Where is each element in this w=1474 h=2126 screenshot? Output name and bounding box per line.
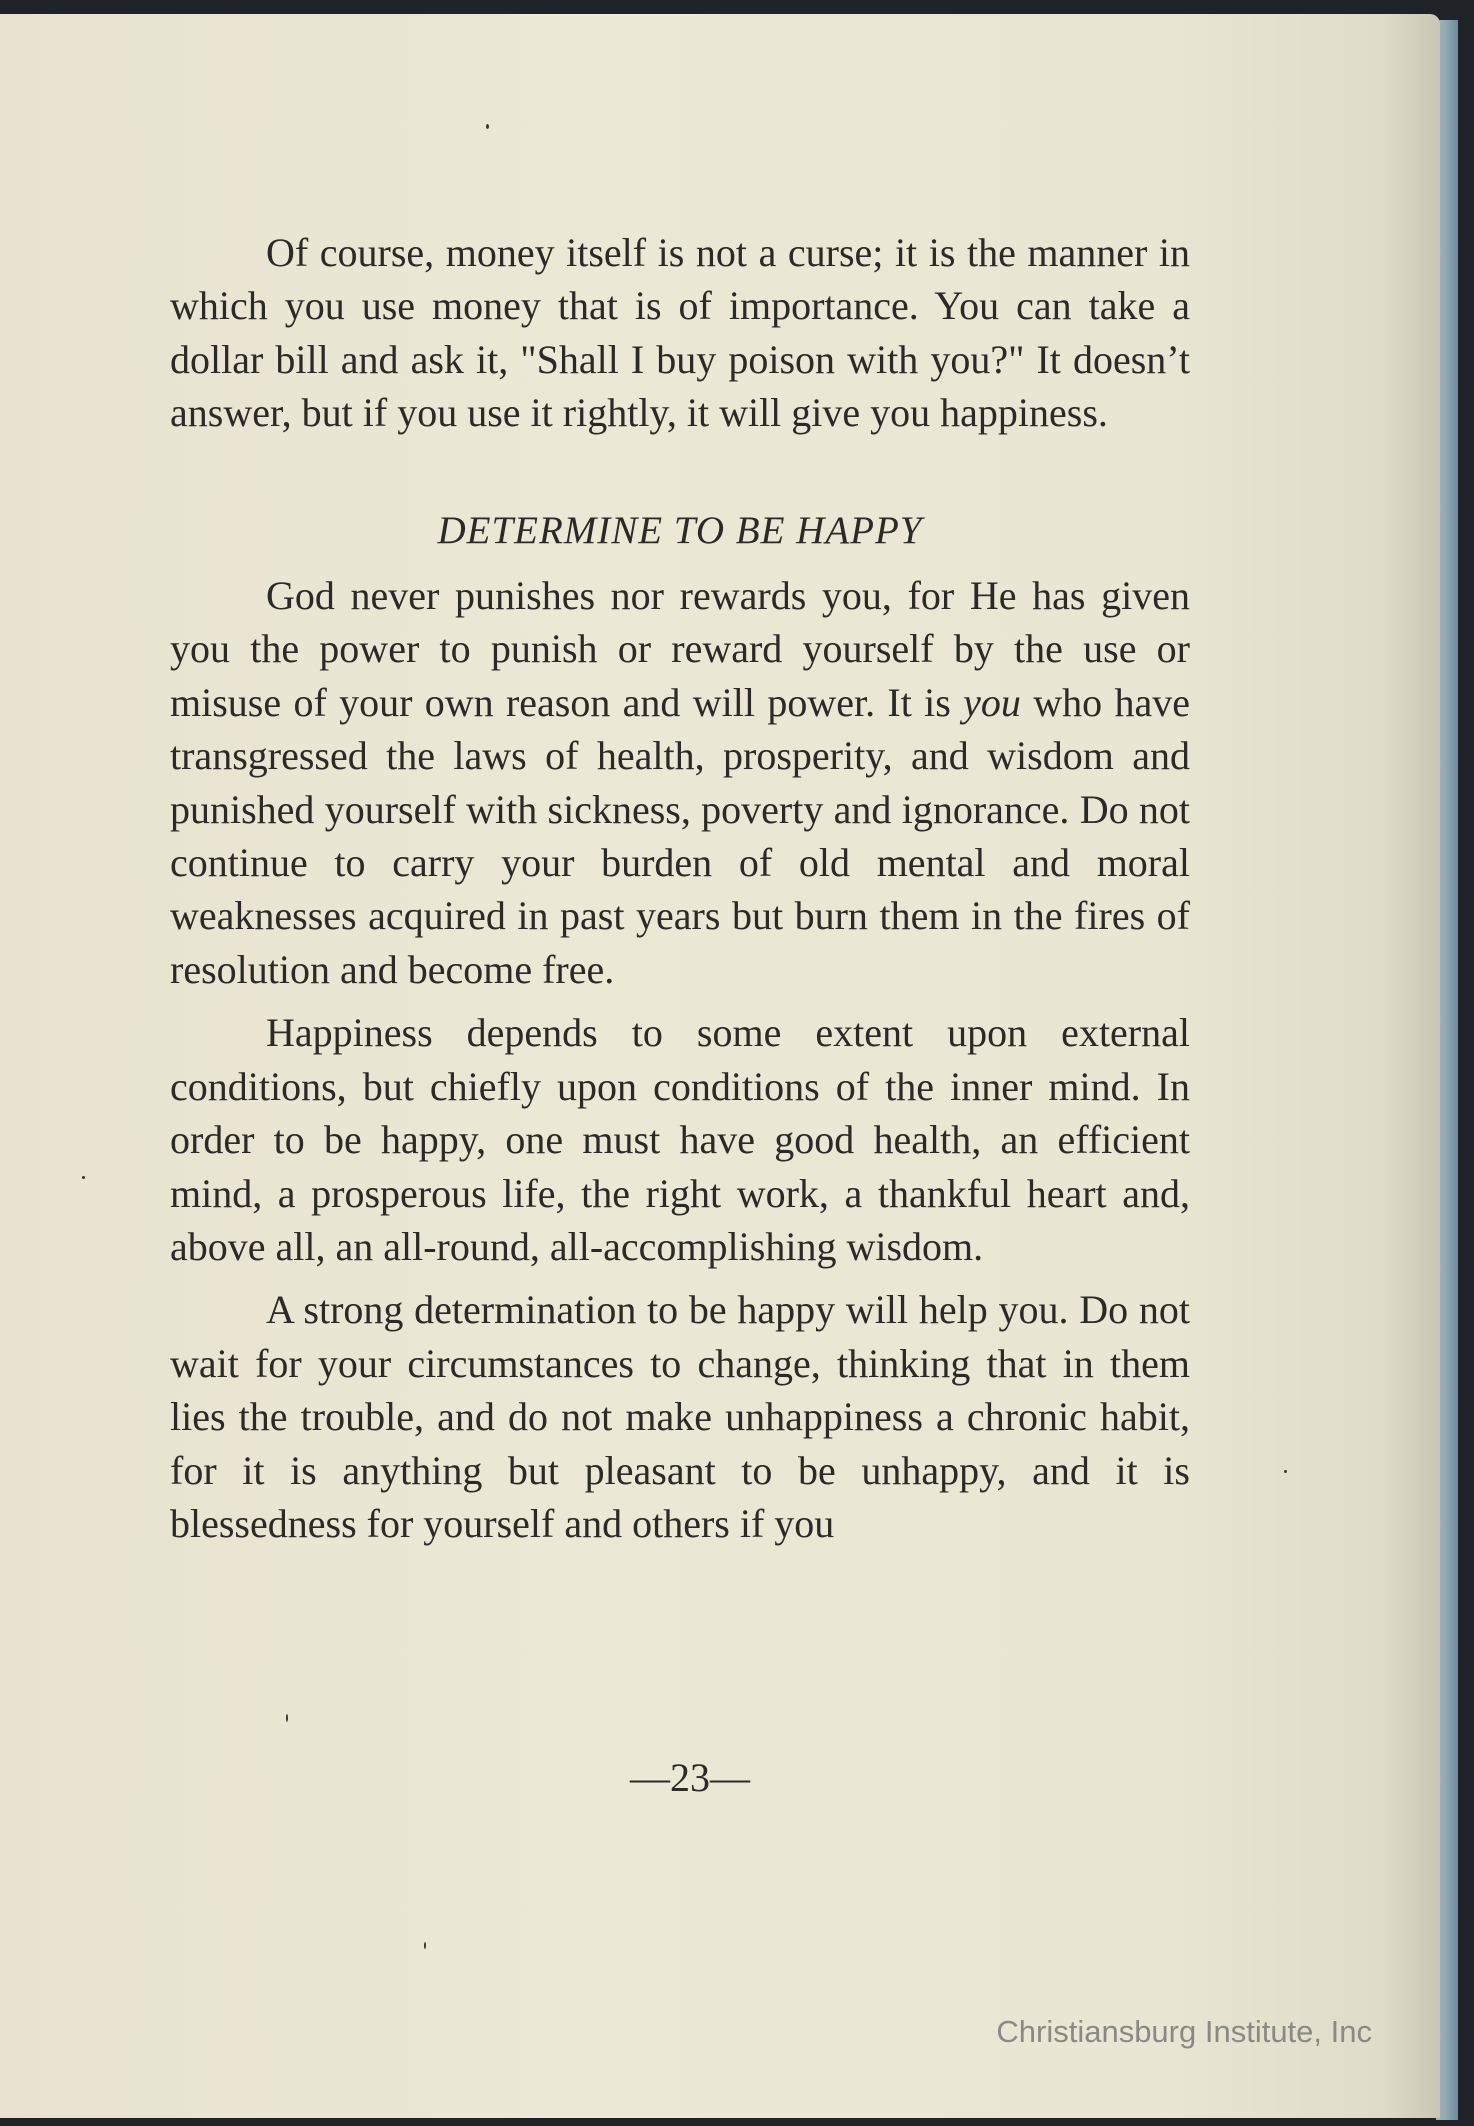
speck [286,1714,288,1722]
watermark: Christiansburg Institute, Inc [996,2014,1372,2049]
emphasis-text: you [963,679,1021,725]
section-heading: DETERMINE TO BE HAPPY [437,508,923,552]
speck [486,124,489,129]
paragraph-text: God never punishes nor rewards you, for He has given you the power to punish or reward yourself by the use or misuse of your own reason and will power. It is [170,573,1190,725]
paragraph-text: who have transgressed the laws of health, prosperity, and wisdom and punished yourself with sickness, poverty and ignorance. Do not continue to carry your burden of old mental and moral weaknesses acquired in past years but burn them in the fires of resolution and become free. [170,679,1190,992]
paragraph: Of course, money itself is not a curse; it is the manner in which you use money that is of importance. You can take a dollar bill and ask it, "Shall I buy poison with you?" It doesn’t answer, but if you use it rightly, it will give you happiness. [170,230,1190,436]
paragraph [170,569,1190,996]
paragraph: A strong determination to be happy will help you. Do not wait for your circumstances to change, thinking that in them lies the trouble, and do not make unhappiness a chronic habit, for it is anything but pleasant to be unhappy, and it is blessedness for yourself and others if you [170,1287,1190,1546]
speck [82,1176,85,1179]
paragraph: Happiness depends to some extent upon external conditions, but chiefly upon conditions of the inner mind. In order to be happy, one must have good health, an efficient mind, a prosperous life, the right work, a thankful heart and, above all, an all-round, all-accomplishing wisdom. [170,1010,1190,1269]
book-page [0,14,1440,2118]
speck [424,1942,426,1949]
page-number: —23— [630,1755,750,1800]
speck [1284,1470,1287,1473]
body-text [170,226,1190,1560]
